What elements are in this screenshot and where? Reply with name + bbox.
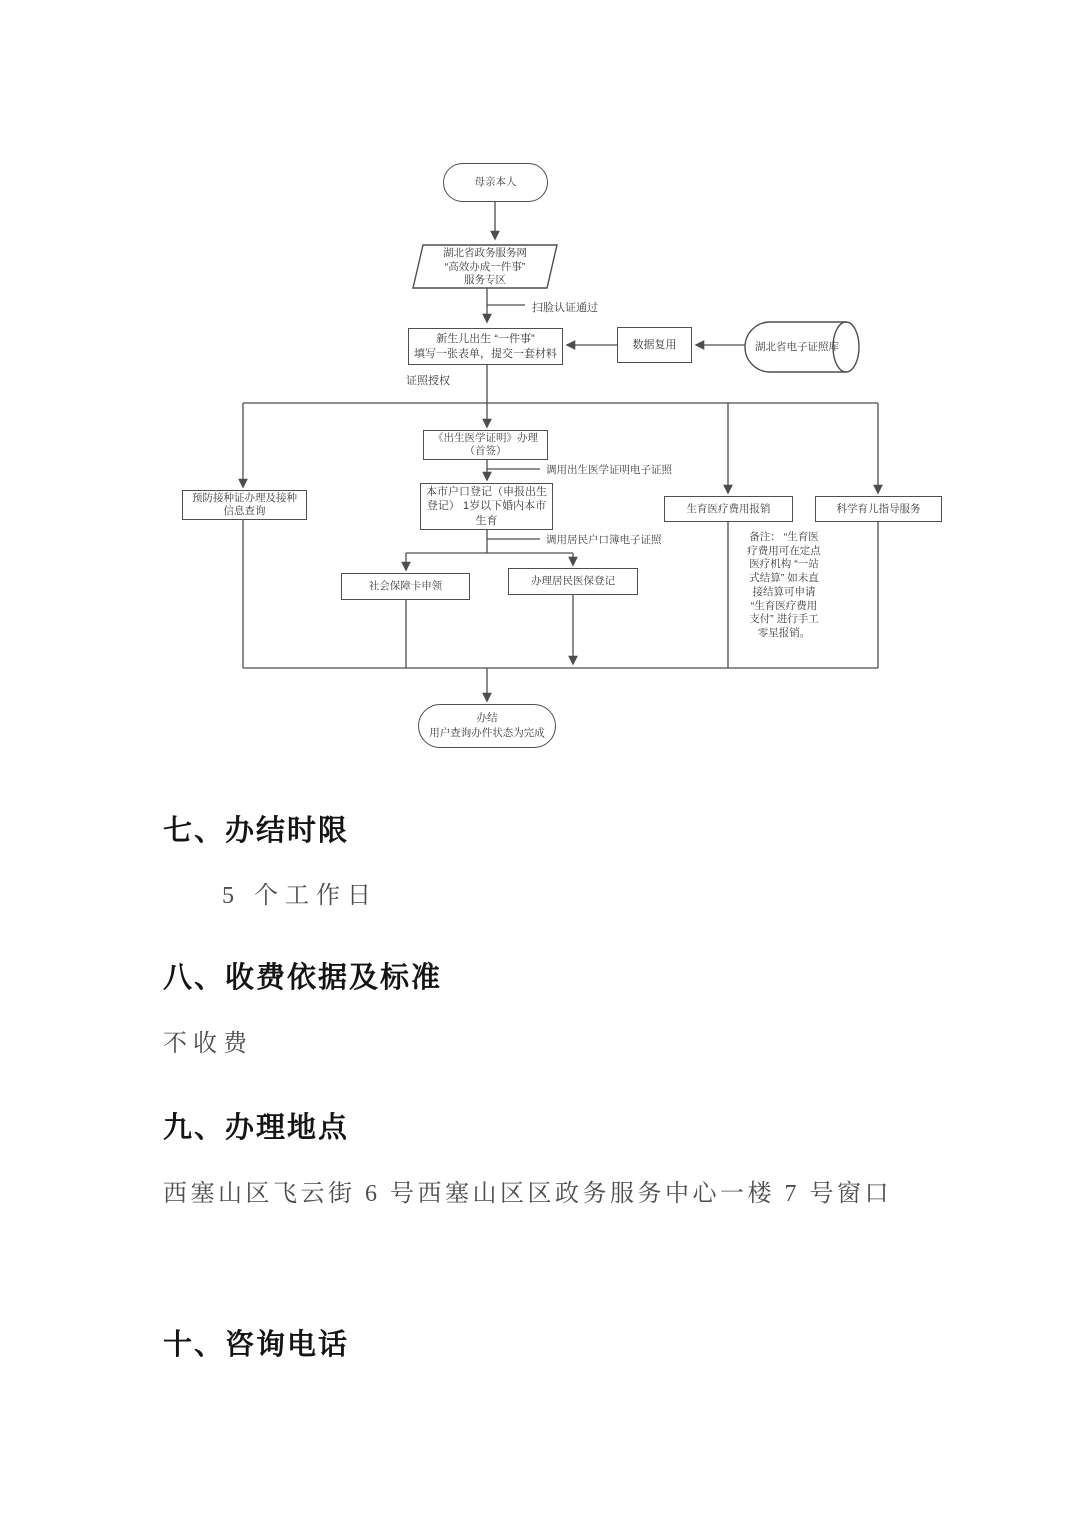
section-heading-7-time-limit: 七、办结时限	[163, 815, 350, 847]
node-cert-db-label: 湖北省电子证照库	[755, 340, 839, 353]
section-body-7-time-limit: 5 个工作日	[222, 883, 378, 909]
node-birth-cert: 《出生医学证明》办理 （首签）	[423, 430, 548, 460]
edge-label-cert-authorize: 证照授权	[406, 375, 450, 387]
section-body-9-location: 西塞山区飞云街 6 号西塞山区区政务服务中心一楼 7 号窗口	[163, 1181, 892, 1207]
node-newborn-onething: 新生儿出生 “一件事” 填写一张表单，提交一套材料	[408, 328, 563, 365]
section-heading-10-phone: 十、咨询电话	[163, 1329, 350, 1361]
edge-label-face-auth: 扫脸认证通过	[532, 302, 598, 314]
node-medical-insurance: 办理居民医保登记	[508, 568, 638, 595]
node-end-complete: 办结 用户查询办件状态为完成	[418, 704, 556, 748]
edge-label-use-birth-cert: 调用出生医学证明电子证照	[546, 464, 672, 476]
node-hukou-register: 本市户口登记（申报出生 登记） 1岁以下婚内本市 生育	[420, 483, 553, 530]
node-fee-reimburse: 生育医疗费用报销	[664, 496, 793, 522]
section-heading-8-fees: 八、收费依据及标准	[163, 962, 443, 994]
node-start-mother: 母亲本人	[443, 163, 548, 202]
section-heading-9-location: 九、办理地点	[163, 1112, 350, 1144]
section-body-8-fees: 不收费	[163, 1031, 253, 1057]
node-parenting-service: 科学育儿指导服务	[815, 496, 942, 522]
node-vaccine-cert: 预防接种证办理及接种 信息查询	[182, 490, 307, 520]
edge-label-use-hukou-cert: 调用居民户口簿电子证照	[546, 534, 662, 546]
node-portal-label: 湖北省政务服务网 “高效办成一件事” 服务专区	[443, 247, 527, 287]
node-social-card: 社会保障卡申领	[341, 573, 470, 600]
flowchart-remark-note: 备注： “生育医 疗费用可在定点 医疗机构 “一站 式结算” 如未直 接结算可申请 “生育医疗费用 支付” 进行手工 零星报销。	[747, 531, 821, 639]
node-data-reuse: 数据复用	[617, 327, 692, 363]
